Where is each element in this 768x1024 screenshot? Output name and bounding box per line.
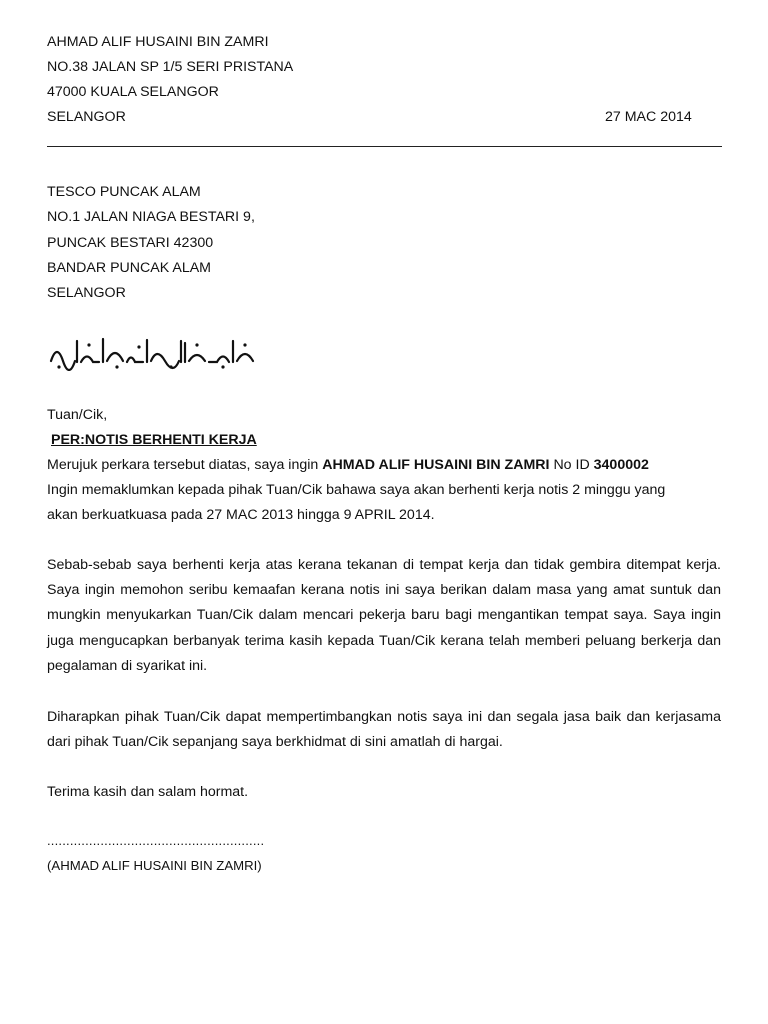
sender-name: AHMAD ALIF HUSAINI BIN ZAMRI: [47, 34, 269, 50]
salam-calligraphy-image: [47, 331, 259, 375]
paragraph-1-line1: [47, 453, 721, 478]
recipient-line1: TESCO PUNCAK ALAM: [47, 184, 201, 200]
signature-line: .........................................................: [47, 833, 265, 848]
employee-name: AHMAD ALIF HUSAINI BIN ZAMRI: [322, 457, 550, 473]
paragraph-2: Sebab-sebab saya berhenti kerja atas kerana tekanan di tempat kerja dan tidak gembira ditempat kerja. Saya ingin memohon seribu kemaafan kerana notis ini saya berikan dalam masa yang amat suntuk dan mungkin menyukarkan Tuan/Cik dalam mencari pekerja baru bagi mengantikan tempat saya. Saya ingin juga mengucapkan berbanyak terima kasih kepada Tuan/Cik kerana telah memberi peluang berkerja dan pegalaman di syarikat ini.: [47, 557, 721, 674]
subject-line: PER:NOTIS BERHENTI KERJA: [51, 432, 257, 448]
intro-text: Merujuk perkara tersebut diatas, saya ingin: [47, 457, 319, 473]
recipient-line3: PUNCAK BESTARI 42300: [47, 234, 214, 251]
header-divider: [47, 146, 722, 147]
paragraph-1-line2: Ingin memaklumkan kepada pihak Tuan/Cik bahawa saya akan berhenti kerja notis 2 minggu yang: [47, 482, 666, 499]
recipient-address: [47, 180, 255, 306]
paragraph-3: Diharapkan pihak Tuan/Cik dapat mempertimbangkan notis saya ini dan segala jasa baik dan kerjasama dari pihak Tuan/Cik sepanjang saya berkhidmat di sini amatlah di hargai.: [47, 709, 721, 751]
salutation: Tuan/Cik,: [47, 407, 108, 423]
sender-address: [47, 30, 293, 130]
sender-address-line2: 47000 KUALA SELANGOR: [47, 84, 219, 100]
signature-name: (AHMAD ALIF HUSAINI BIN ZAMRI): [47, 858, 262, 873]
employee-id: 3400002: [593, 457, 649, 473]
letter-date: 27 MAC 2014: [605, 109, 692, 125]
recipient-line4: BANDAR PUNCAK ALAM: [47, 259, 211, 276]
id-label: No ID: [553, 457, 590, 473]
paragraph-1: [47, 453, 721, 529]
sender-address-line1: NO.38 JALAN SP 1/5 SERI PRISTANA: [47, 59, 294, 75]
recipient-line2: NO.1 JALAN NIAGA BESTARI 9,: [47, 209, 255, 226]
sender-address-line3: SELANGOR: [47, 109, 126, 125]
closing-line: Terima kasih dan salam hormat.: [47, 784, 249, 800]
calligraphy-svg: [47, 331, 259, 371]
calligraphy-text: السلام عليكم ورحمة الله وبركاته: [47, 331, 61, 332]
recipient-line5: SELANGOR: [47, 285, 126, 302]
paragraph-1-line3: akan berkuatkuasa pada 27 MAC 2013 hingga 9 APRIL 2014.: [47, 507, 435, 524]
